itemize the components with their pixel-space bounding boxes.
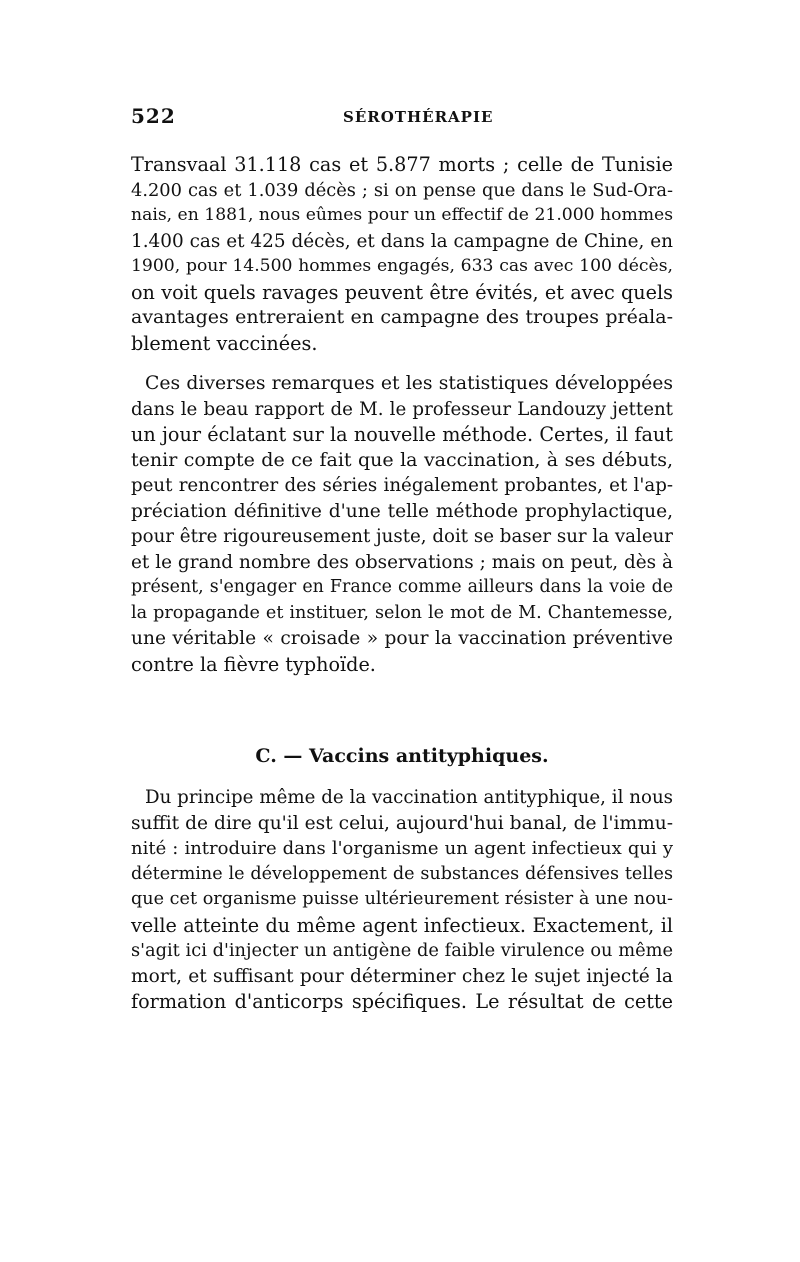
text-line: peut rencontrer des séries inégalement probantes, et l'ap- <box>131 475 673 496</box>
text-line: 4.200 cas et 1.039 décès ; si on pense que dans le Sud-Ora- <box>131 179 673 201</box>
text-line: Ces diverses remarques et les statistiques développées <box>145 373 673 394</box>
text-line: mort, et suffisant pour déterminer chez le sujet injecté la <box>131 965 673 987</box>
text-line: présent, s'engager en France comme ailleurs dans la voie de <box>131 577 673 597</box>
page-header <box>131 104 673 134</box>
text-line: que cet organisme puisse ultérieurement résister à une nou- <box>131 889 673 909</box>
paragraph-vaccination-principle <box>131 785 673 1015</box>
paragraph-statistics <box>131 152 673 356</box>
text-line: dans le beau rapport de M. le professeur Landouzy jettent <box>131 398 673 420</box>
text-line: la propagande et instituer, selon le mot de M. Chantemesse, <box>131 602 673 623</box>
text-line: 1900, pour 14.500 hommes engagés, 633 cas avec 100 décès, <box>131 256 673 276</box>
text-line: Du principe même de la vaccination antityphique, il nous <box>145 787 673 808</box>
text-line: velle atteinte du même agent infectieux. Exactement, il <box>131 913 673 937</box>
text-line: un jour éclatant sur la nouvelle méthode. Certes, il faut <box>131 423 673 446</box>
text-line: Transvaal 31.118 cas et 5.877 morts ; celle de Tunisie <box>131 153 673 176</box>
text-line: formation d'anticorps spécifiques. Le résultat de cette <box>131 990 673 1013</box>
text-line: blement vaccinées. <box>131 331 318 355</box>
text-line: détermine le développement de substances défensives telles <box>131 863 673 884</box>
page-number: 522 <box>131 104 176 128</box>
section-prefix: C. — <box>255 745 310 767</box>
section-title: Vaccins antityphiques. <box>309 745 549 767</box>
text-line: on voit quels ravages peuvent être évités, et avec quels <box>131 280 673 304</box>
text-line: nais, en 1881, nous eûmes pour un effectif de 21.000 hommes <box>131 205 674 225</box>
text-line: préciation définitive d'une telle méthode prophylactique, <box>131 500 673 522</box>
text-line: pour être rigoureusement juste, doit se baser sur la valeur <box>131 526 673 547</box>
paragraph-remarks <box>131 371 673 677</box>
text-line: avantages entreraient en campagne des troupes préala- <box>131 306 673 328</box>
text-line: et le grand nombre des observations ; mais on peut, dès à <box>131 551 673 573</box>
text-line: contre la fièvre typhoïde. <box>131 652 376 676</box>
text-line: tenir compte de ce fait que la vaccination, à ses débuts, <box>131 448 673 471</box>
running-head: SÉROTHÉRAPIE <box>343 108 494 126</box>
text-line: une véritable « croisade » pour la vaccination préventive <box>131 628 673 649</box>
text-line: s'agit ici d'injecter un antigène de faible virulence ou même <box>131 940 673 961</box>
text-line: nité : introduire dans l'organisme un agent infectieux qui y <box>131 838 673 859</box>
text-line: 1.400 cas et 425 décès, et dans la campagne de Chine, en <box>131 230 673 252</box>
text-line: suffit de dire qu'il est celui, aujourd'hui banal, de l'immu- <box>131 812 673 834</box>
section-heading <box>131 745 673 767</box>
